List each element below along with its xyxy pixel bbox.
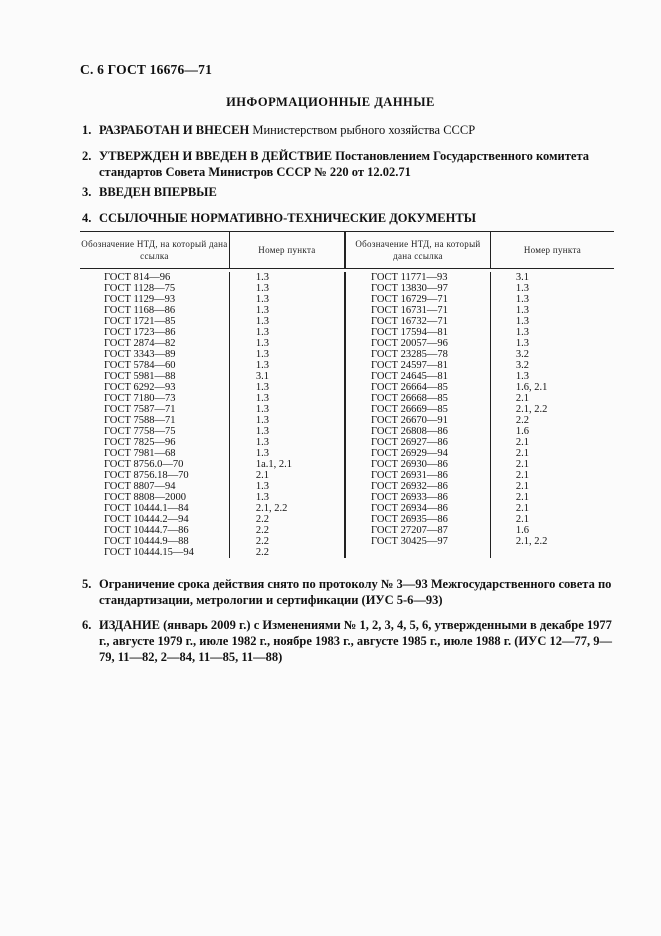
table-cell-ntd: ГОСТ 7981—68 <box>104 448 176 459</box>
table-cell-ntd: ГОСТ 10444.15—94 <box>104 547 194 558</box>
table-cell-clause: 2.1 <box>515 492 530 503</box>
table-cell-clause: 1.3 <box>515 283 530 294</box>
table-cell-clause: 1.3 <box>255 316 269 327</box>
table-cell-clause: 2.2 <box>255 536 269 547</box>
item-number: 5. <box>82 577 92 591</box>
table-cell-clause: 2.1 <box>515 514 530 525</box>
table-cell-clause: 2.1, 2.2 <box>255 503 288 514</box>
table-cell-ntd: ГОСТ 27207—87 <box>371 525 448 536</box>
table-header <box>80 232 614 269</box>
table-cell-ntd: ГОСТ 5784—60 <box>104 360 176 371</box>
info-item-5 <box>82 576 612 608</box>
section-title: ИНФОРМАЦИОННЫЕ ДАННЫЕ <box>226 95 435 109</box>
item-text: Ограничение срока действия снято по протоколу № 3—93 Межгосударственного совета по стандартизации, метрологии и сертификации (ИУС 5-6—93) <box>99 577 612 607</box>
table-cell-clause: 1.3 <box>255 283 269 294</box>
table-cell-ntd: ГОСТ 20057—96 <box>371 338 448 349</box>
table-cell-clause: 1.6 <box>515 426 530 437</box>
table-cell-clause: 2.1 <box>515 470 530 481</box>
table-cell-clause: 1.3 <box>515 305 530 316</box>
header-clause-right: Номер пункта <box>490 232 614 268</box>
table-cell-clause: 1.3 <box>255 481 269 492</box>
table-cell-clause: 1.3 <box>255 327 269 338</box>
table-cell-clause: 2.1 <box>255 470 269 481</box>
table-cell-clause: 1.3 <box>515 294 530 305</box>
table-cell-ntd: ГОСТ 16732—71 <box>371 316 448 327</box>
table-cell-ntd: ГОСТ 5981—88 <box>104 371 176 382</box>
table-cell-clause: 1.3 <box>255 448 269 459</box>
table-cell-ntd: ГОСТ 16729—71 <box>371 294 448 305</box>
table-cell-clause: 1.3 <box>255 349 269 360</box>
table-cell-ntd: ГОСТ 26670—91 <box>371 415 448 426</box>
item-number: 3. <box>82 185 92 199</box>
item-bold: ССЫЛОЧНЫЕ НОРМАТИВНО-ТЕХНИЧЕСКИЕ ДОКУМЕНТЫ <box>99 211 476 225</box>
column-clause-right <box>490 272 614 558</box>
table-cell-ntd: ГОСТ 24645—81 <box>371 371 448 382</box>
table-cell-clause: 2.1 <box>515 481 530 492</box>
table-cell-ntd: ГОСТ 8807—94 <box>104 481 176 492</box>
table-cell-clause: 1.3 <box>515 327 530 338</box>
table-cell-ntd: ГОСТ 26933—86 <box>371 492 448 503</box>
table-cell-ntd: ГОСТ 1129—93 <box>104 294 176 305</box>
item-bold: ИЗДАНИЕ <box>99 618 160 632</box>
table-cell-ntd: ГОСТ 8756.0—70 <box>104 459 184 470</box>
item-text: (январь 2009 г.) с Изменениями № 1, 2, 3, 4, 5, 6, утвержденными в декабре 1977 г., августе 1979 г., июле 1982 г., ноябре 1983 г., августе 1985 г., июле 1988 г. (ИУС 12—77, 9—79, 11—82, 2—84, 11—85, 11—88) <box>99 618 612 664</box>
table-cell-ntd: ГОСТ 1721—85 <box>104 316 176 327</box>
table-cell-ntd: ГОСТ 8756.18—70 <box>104 470 189 481</box>
header-ntd-left: Обозначение НТД, на который дана ссылка <box>81 239 228 261</box>
info-item-2 <box>82 148 612 180</box>
table-cell-ntd: ГОСТ 3343—89 <box>104 349 176 360</box>
table-cell-clause: 2.2 <box>255 547 269 558</box>
table-cell-clause: 2.1 <box>515 503 530 514</box>
column-ntd-left <box>80 272 229 558</box>
table-cell-ntd: ГОСТ 26808—86 <box>371 426 448 437</box>
table-cell-clause: 1.6 <box>515 525 530 536</box>
table-cell-clause: 1.3 <box>515 316 530 327</box>
table-cell-clause: 2.1, 2.2 <box>515 536 548 547</box>
table-cell-ntd: ГОСТ 16731—71 <box>371 305 448 316</box>
table-cell-clause: 1.3 <box>255 294 269 305</box>
table-cell-clause: 3.1 <box>515 272 530 283</box>
column-ntd-right <box>344 272 490 558</box>
table-cell-clause: 1.3 <box>515 338 530 349</box>
item-number: 6. <box>82 618 92 632</box>
table-cell-clause: 2.1 <box>515 437 530 448</box>
table-cell-ntd: ГОСТ 8808—2000 <box>104 492 187 503</box>
table-cell-ntd: ГОСТ 24597—81 <box>371 360 448 371</box>
info-item-1 <box>82 122 612 138</box>
table-cell-ntd: ГОСТ 26930—86 <box>371 459 448 470</box>
table-cell-ntd: ГОСТ 1168—86 <box>104 305 176 316</box>
item-number: 2. <box>82 149 92 163</box>
table-cell-ntd: ГОСТ 2874—82 <box>104 338 176 349</box>
item-text: Министерством рыбного хозяйства СССР <box>249 123 476 137</box>
table-cell-clause: 1.3 <box>515 371 530 382</box>
table-cell-clause: 1.3 <box>255 393 269 404</box>
table-cell-clause: 1.3 <box>255 437 269 448</box>
header-ntd-right: Обозначение НТД, на который дана ссылка <box>344 232 490 268</box>
info-item-3 <box>82 184 612 200</box>
table-cell-clause: 1.6, 2.1 <box>515 382 548 393</box>
table-cell-clause: 2.1 <box>515 393 530 404</box>
table-cell-ntd: ГОСТ 23285—78 <box>371 349 448 360</box>
table-cell-ntd: ГОСТ 1128—75 <box>104 283 176 294</box>
table-cell-ntd: ГОСТ 7587—71 <box>104 404 176 415</box>
item-number: 1. <box>82 123 92 137</box>
table-cell-clause: 2.1 <box>515 448 530 459</box>
item-bold: ВВЕДЕН ВПЕРВЫЕ <box>99 185 217 199</box>
table-cell-ntd: ГОСТ 10444.2—94 <box>104 514 189 525</box>
item-bold: РАЗРАБОТАН И ВНЕСЕН <box>99 123 250 137</box>
table-cell-clause: 3.1 <box>255 371 269 382</box>
table-cell-clause: 3.2 <box>515 360 530 371</box>
table-cell-ntd: ГОСТ 17594—81 <box>371 327 448 338</box>
table-cell-clause: 2.2 <box>515 415 530 426</box>
table-cell-ntd: ГОСТ 30425—97 <box>371 536 448 547</box>
table-cell-ntd: ГОСТ 10444.7—86 <box>104 525 189 536</box>
table-cell-clause: 1.3 <box>255 404 269 415</box>
table-cell-clause: 2.1, 2.2 <box>515 404 548 415</box>
table-cell-ntd: ГОСТ 26927—86 <box>371 437 448 448</box>
table-cell-ntd: ГОСТ 26932—86 <box>371 481 448 492</box>
table-cell-ntd: ГОСТ 13830—97 <box>371 283 448 294</box>
item-text: Постановлением Государственного комитета стандартов Совета Министров СССР № 220 от 12.02.71 <box>99 149 589 179</box>
table-cell-clause: 2.2 <box>255 514 269 525</box>
table-cell-ntd: ГОСТ 7180—73 <box>104 393 176 404</box>
table-cell-clause: 1.3 <box>255 305 269 316</box>
item-number: 4. <box>82 211 92 225</box>
table-cell-ntd: ГОСТ 26929—94 <box>371 448 448 459</box>
table-cell-ntd: ГОСТ 7825—96 <box>104 437 176 448</box>
table-cell-ntd: ГОСТ 10444.9—88 <box>104 536 189 547</box>
table-cell-ntd: ГОСТ 6292—93 <box>104 382 176 393</box>
table-cell-ntd: ГОСТ 1723—86 <box>104 327 176 338</box>
table-cell-clause: 1.3 <box>255 415 269 426</box>
info-item-6 <box>82 617 612 665</box>
table-cell-ntd: ГОСТ 26664—85 <box>371 382 448 393</box>
references-table <box>80 231 614 562</box>
table-cell-ntd: ГОСТ 7588—71 <box>104 415 176 426</box>
table-cell-clause: 1а.1, 2.1 <box>255 459 293 470</box>
info-item-4 <box>82 210 612 226</box>
page-header: С. 6 ГОСТ 16676—71 <box>80 62 213 77</box>
table-cell-ntd: ГОСТ 814—96 <box>104 272 171 283</box>
table-cell-ntd: ГОСТ 26669—85 <box>371 404 448 415</box>
table-cell-clause: 1.3 <box>255 426 269 437</box>
table-cell-ntd: ГОСТ 10444.1—84 <box>104 503 189 514</box>
table-cell-clause: 1.3 <box>255 382 269 393</box>
table-cell-ntd: ГОСТ 11771—93 <box>371 272 448 283</box>
table-cell-clause: 1.3 <box>255 492 269 503</box>
table-cell-clause: 1.3 <box>255 338 269 349</box>
table-cell-ntd: ГОСТ 26935—86 <box>371 514 448 525</box>
column-clause-left <box>229 272 344 558</box>
table-cell-ntd: ГОСТ 26668—85 <box>371 393 448 404</box>
table-cell-ntd: ГОСТ 26931—86 <box>371 470 448 481</box>
table-cell-clause: 1.3 <box>255 360 269 371</box>
item-bold: УТВЕРЖДЕН И ВВЕДЕН В ДЕЙСТВИЕ <box>99 149 333 163</box>
table-cell-clause: 2.1 <box>515 459 530 470</box>
table-cell-clause: 3.2 <box>515 349 530 360</box>
table-body <box>80 269 614 562</box>
table-cell-clause: 1.3 <box>255 272 269 283</box>
table-cell-clause: 2.2 <box>255 525 269 536</box>
table-cell-ntd: ГОСТ 7758—75 <box>104 426 176 437</box>
header-clause-left: Номер пункта <box>229 232 344 268</box>
table-cell-ntd: ГОСТ 26934—86 <box>371 503 448 514</box>
